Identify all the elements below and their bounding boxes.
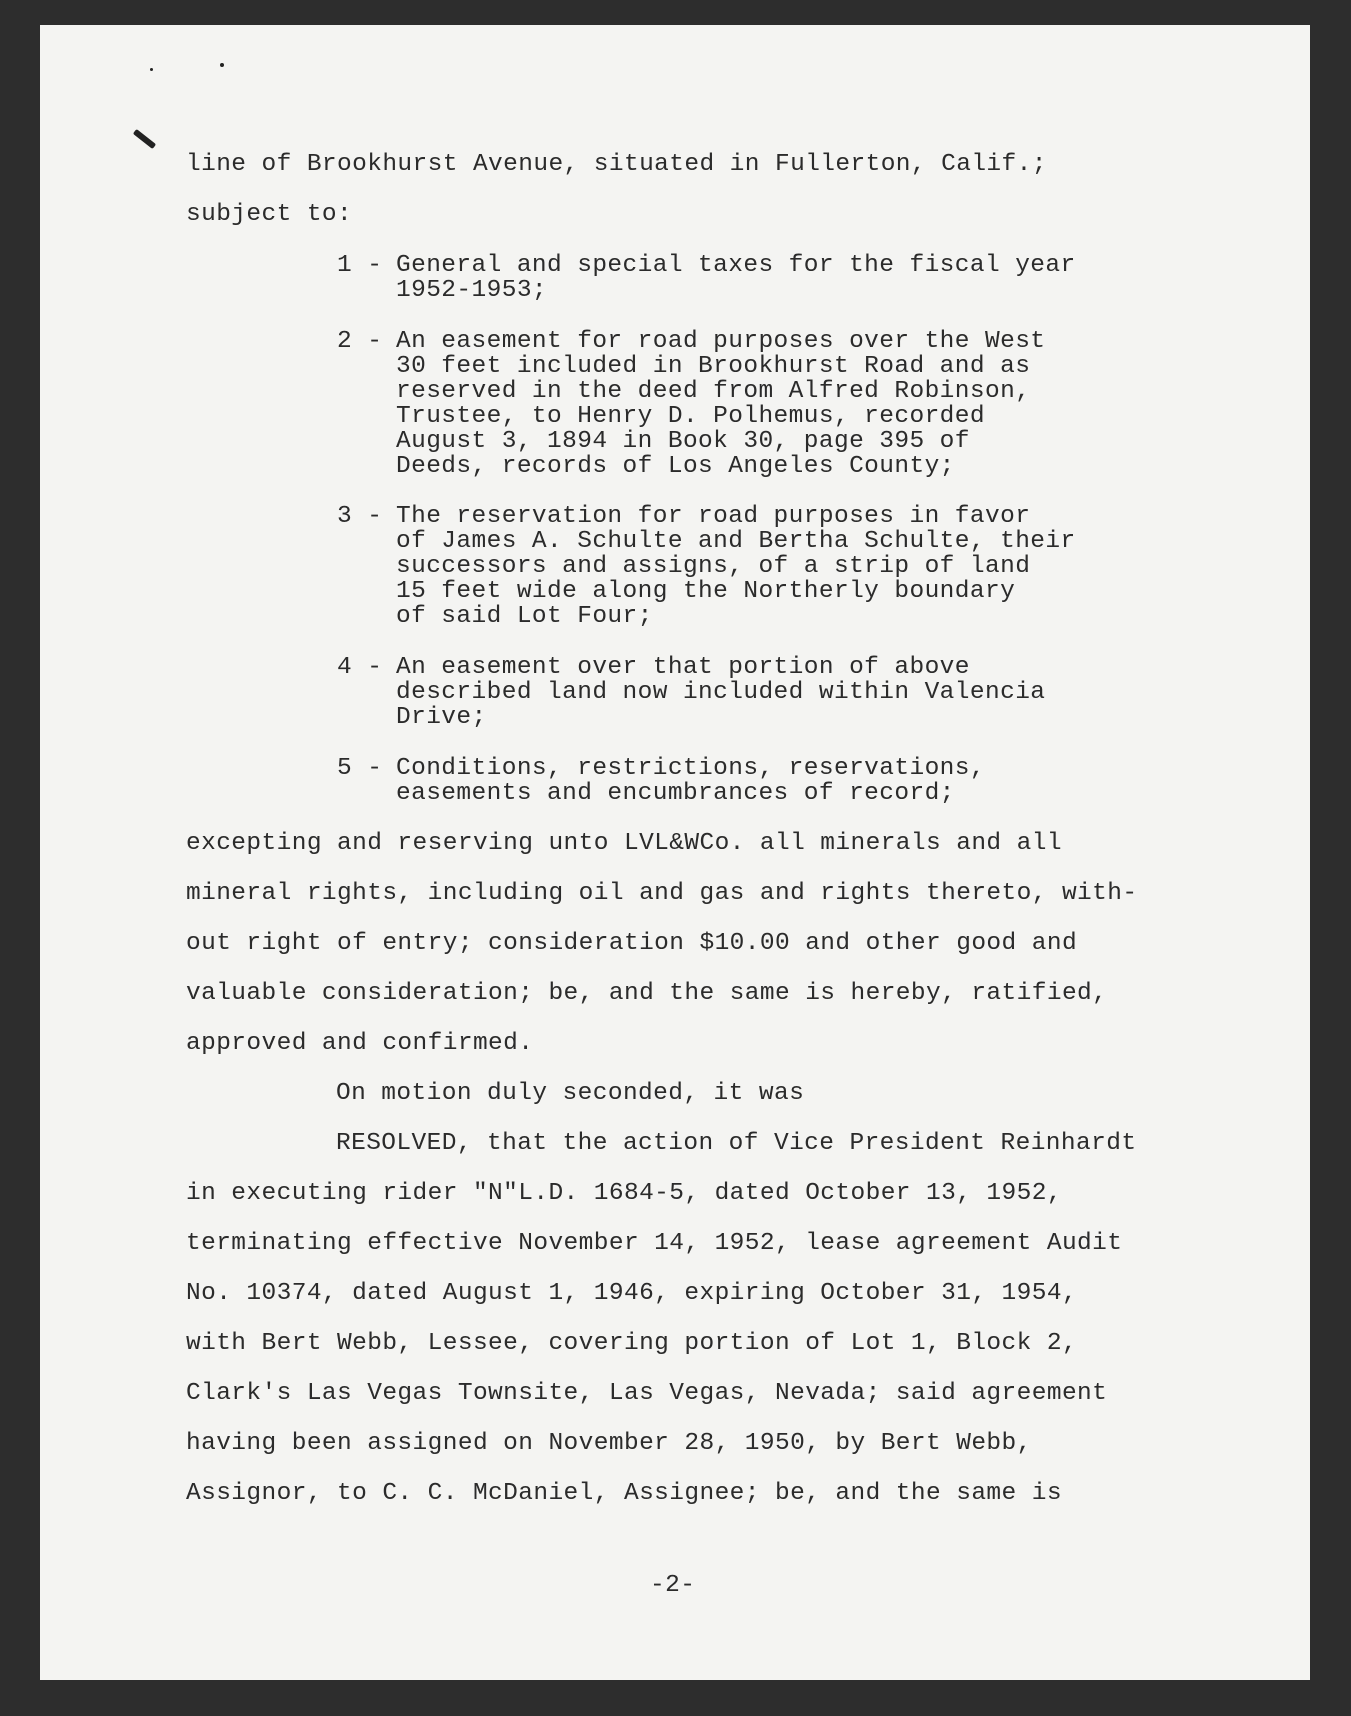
list-item-line: reserved in the deed from Alfred Robinson, [396, 378, 1031, 405]
list-item-line: easements and encumbrances of record; [396, 780, 955, 807]
text-line: subject to: [186, 201, 353, 228]
text-line: with Bert Webb, Lessee, covering portion of Lot 1, Block 2, [186, 1330, 1078, 1357]
text-line: approved and confirmed. [186, 1030, 534, 1057]
list-item-line: Trustee, to Henry D. Polhemus, recorded [396, 403, 985, 430]
text-line: No. 10374, dated August 1, 1946, expiring October 31, 1954, [186, 1280, 1078, 1307]
text-line: line of Brookhurst Avenue, situated in Fullerton, Calif.; [186, 151, 1047, 178]
motion-line: On motion duly seconded, it was [336, 1080, 805, 1107]
ink-tick-mark [133, 129, 156, 149]
ink-dot [150, 68, 153, 71]
list-item-number: 2 - [337, 328, 383, 355]
list-item-line: 15 feet wide along the Northerly boundary [396, 578, 1016, 605]
list-item-line: General and special taxes for the fiscal year [396, 252, 1076, 279]
text-line: mineral rights, including oil and gas and rights thereto, with- [186, 880, 1138, 907]
text-line: having been assigned on November 28, 1950, by Bert Webb, [186, 1430, 1032, 1457]
list-item-line: successors and assigns, of a strip of land [396, 553, 1031, 580]
ink-dot [220, 63, 224, 67]
list-item-line: described land now included within Valencia [396, 679, 1046, 706]
list-item-line: August 3, 1894 in Book 30, page 395 of [396, 428, 970, 455]
text-line: terminating effective November 14, 1952, lease agreement Audit [186, 1230, 1123, 1257]
list-item-line: of James A. Schulte and Bertha Schulte, their [396, 528, 1076, 555]
list-item-line: Deeds, records of Los Angeles County; [396, 453, 955, 480]
text-line: excepting and reserving unto LVL&WCo. all minerals and all [186, 830, 1062, 857]
list-item-number: 3 - [337, 503, 383, 530]
text-line: Clark's Las Vegas Townsite, Las Vegas, Nevada; said agreement [186, 1380, 1108, 1407]
list-item-line: 1952-1953; [396, 277, 548, 304]
page-number: -2- [650, 1572, 696, 1599]
text-line: out right of entry; consideration $10.00 and other good and [186, 930, 1078, 957]
list-item-line: The reservation for road purposes in favor [396, 503, 1031, 530]
resolved-line: RESOLVED, that the action of Vice President Reinhardt [336, 1130, 1137, 1157]
list-item-line: An easement over that portion of above [396, 654, 970, 681]
text-line: in executing rider "N"L.D. 1684-5, dated October 13, 1952, [186, 1180, 1062, 1207]
text-line: valuable consideration; be, and the same is hereby, ratified, [186, 980, 1108, 1007]
list-item-number: 4 - [337, 654, 383, 681]
list-item-line: Drive; [396, 704, 487, 731]
text-line: Assignor, to C. C. McDaniel, Assignee; be, and the same is [186, 1480, 1062, 1507]
list-item-line: 30 feet included in Brookhurst Road and as [396, 353, 1031, 380]
list-item-number: 5 - [337, 755, 383, 782]
document-page [40, 25, 1310, 1680]
list-item-line: An easement for road purposes over the West [396, 328, 1046, 355]
list-item-line: of said Lot Four; [396, 603, 653, 630]
list-item-number: 1 - [337, 252, 383, 279]
list-item-line: Conditions, restrictions, reservations, [396, 755, 985, 782]
